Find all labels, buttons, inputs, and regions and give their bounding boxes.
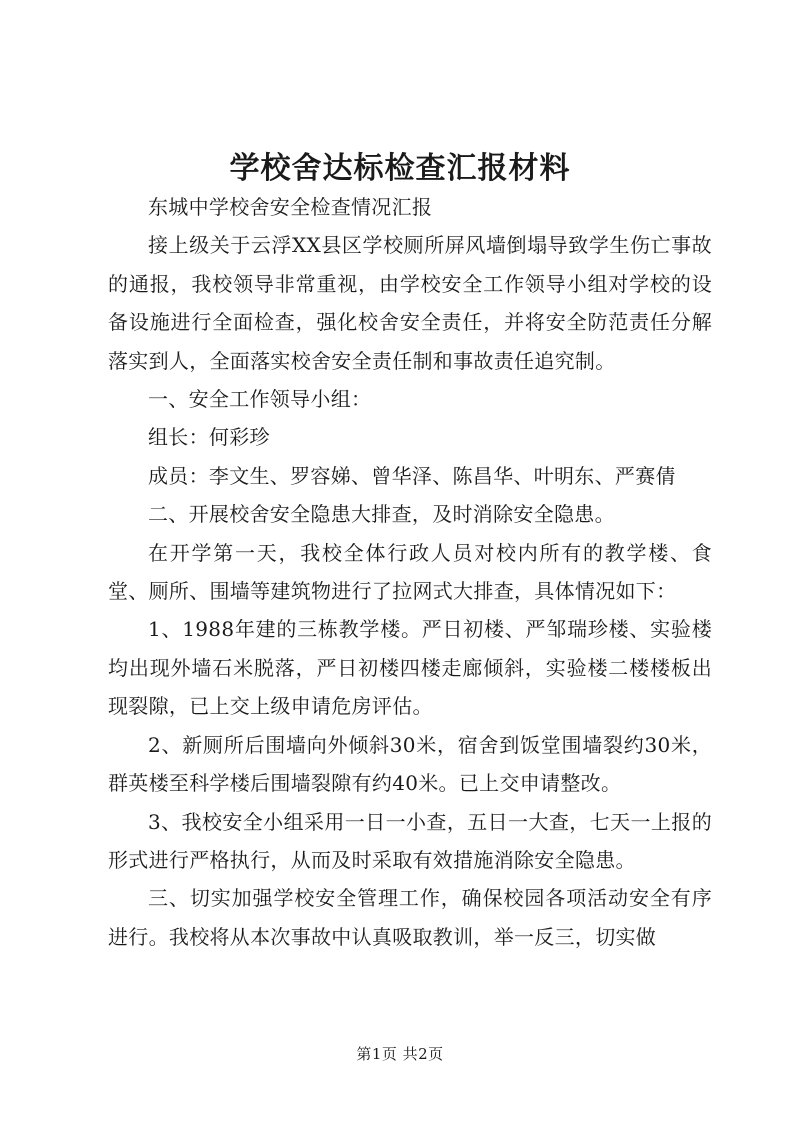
paragraph-inspection-overview: 在开学第一天，我校全体行政人员对校内所有的教学楼、食堂、厕所、围墙等建筑物进行了拉网式大排查，具体情况如下：	[108, 540, 712, 604]
document-body	[108, 188, 712, 956]
paragraph-item-2: 2、新厕所后围墙向外倾斜30米，宿舍到饭堂围墙裂约30米，群英楼至科学楼后围墙裂隙有约40米。已上交申请整改。	[108, 732, 712, 796]
document-title: 学校舍达标检查汇报材料	[229, 151, 571, 186]
paragraph-item-3: 3、我校安全小组采用一日一小查，五日一大查，七天一上报的形式进行严格执行，从而及时采取有效措施消除安全隐患。	[108, 809, 712, 872]
paragraph-item-1: 1、1988年建的三栋教学楼。严日初楼、严邹瑞珍楼、实验楼均出现外墙石米脱落，严日初楼四楼走廊倾斜，实验楼二楼楼板出现裂隙，已上交上级申请危房评估。	[108, 617, 712, 719]
section-heading-inspection: 二、开展校舍安全隐患大排查，及时消除安全隐患。	[148, 502, 615, 527]
section-heading-management: 三、切实加强学校安全管理工作，确保校园各项活动安全有序进行。我校将从本次事故中认真吸取教训，举一反三，切实做	[108, 886, 712, 949]
section-heading-leadership: 一、安全工作领导小组：	[148, 387, 372, 412]
paragraph-group-leader: 组长：何彩珍	[148, 425, 270, 450]
paragraph-intro: 接上级关于云浮XX县区学校厕所屏风墙倒塌导致学生伤亡事故的通报，我校领导非常重视，由学校安全工作领导小组对学校的设备设施进行全面检查，强化校舍安全责任，并将安全防范责任分解落实到人，全面落实校舍安全责任制和事故责任追究制。	[108, 233, 712, 373]
paragraph-report-heading: 东城中学校舍安全检查情况汇报	[148, 195, 433, 219]
page-number-footer: 第1页 共2页	[356, 1045, 444, 1063]
paragraph-group-members: 成员：李文生、罗容娣、曾华泽、陈昌华、叶明东、严赛倩	[148, 463, 676, 488]
